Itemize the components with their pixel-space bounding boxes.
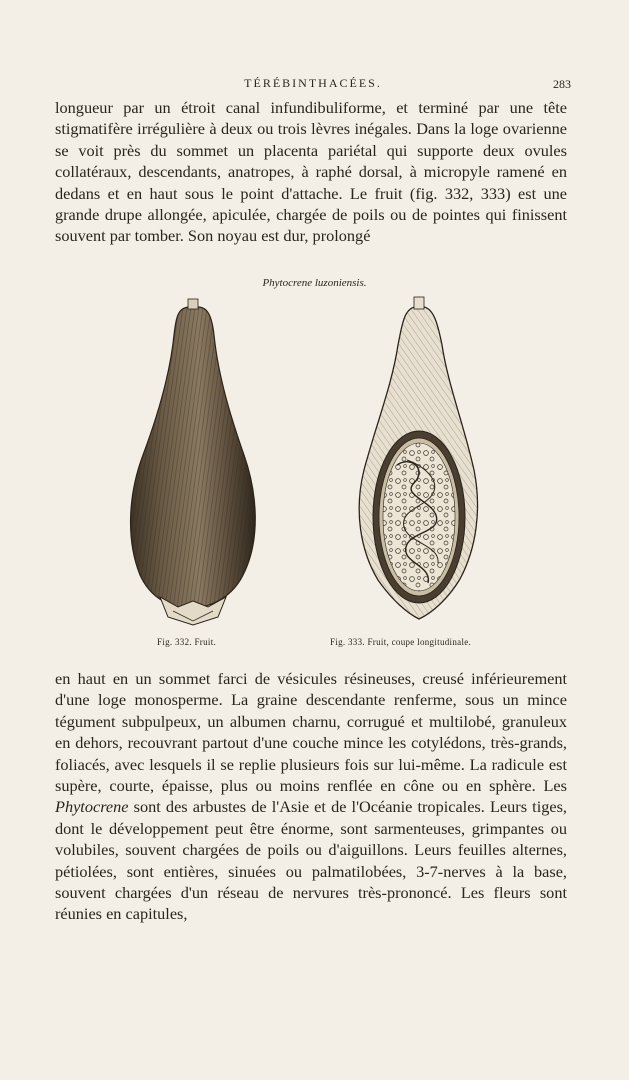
running-head xyxy=(55,76,571,94)
paragraph-top: longueur par un étroit canal infundibuliforme, et terminé par une tête stigmatifère irrégulière à deux ou trois lèvres inégales. Dans la loge ovarienne se voit près du sommet un placenta pariétal qui supporte deux ovules collatéraux, descendants, anatropes, à raphé dorsal, à micropyle ramené en dedans et en haut sous le point d'attache. Le fruit (fig. 332, 333) est une grande drupe allongée, apiculée, chargée de poils ou de pointes qui finissent souvent par tomber. Son noyau est dur, prolongé xyxy=(55,98,567,246)
page-number: 283 xyxy=(553,77,571,91)
fig-332-fruit-illustration xyxy=(118,295,268,633)
fig-333-caption: Fig. 333. Fruit, coupe longitudinale. xyxy=(330,637,472,647)
paragraph-bottom-part-1: en haut en un sommet farci de vésicules résineuses, creusé inférieurement d'une loge monosperme. La graine descendante renferme, sous un mince tégument subpulpeux, un albumen charnu, corrugué et multilobé, granuleux en dehors, recouvrant partout d'une couche mince les cotylédons, très-grands, foliacés, avec lesquels il se replie plusieurs fois sur lui-même. La radicule est supère, courte, épaisse, plus ou moins renflée en cône ou en sphère. Les xyxy=(55,669,567,796)
running-title: TÉRÉBINTHACÉES. xyxy=(244,76,382,90)
genus-name: Phytocrene xyxy=(55,797,129,817)
fig-333-section-illustration xyxy=(352,295,486,633)
paragraph-bottom xyxy=(55,668,567,925)
fig-332-caption: Fig. 332. Fruit. xyxy=(157,637,217,647)
figure-title: Phytocrene luzoniensis. xyxy=(262,277,367,289)
paragraph-bottom-part-2: sont des arbustes de l'Asie et de l'Océanie tropicales. Leurs tiges, dont le développement peut être énorme, sont sarmenteuses, grimpantes ou volubiles, souvent chargées de poils ou d'aiguillons. Leurs feuilles alternes, pétiolées, sont entières, sinuées ou palmatilobées, 3-7-nerves à la base, souvent chargées d'un réseau de nervures très-prononcé. Les fleurs sont réunies en capitules, xyxy=(55,797,567,924)
